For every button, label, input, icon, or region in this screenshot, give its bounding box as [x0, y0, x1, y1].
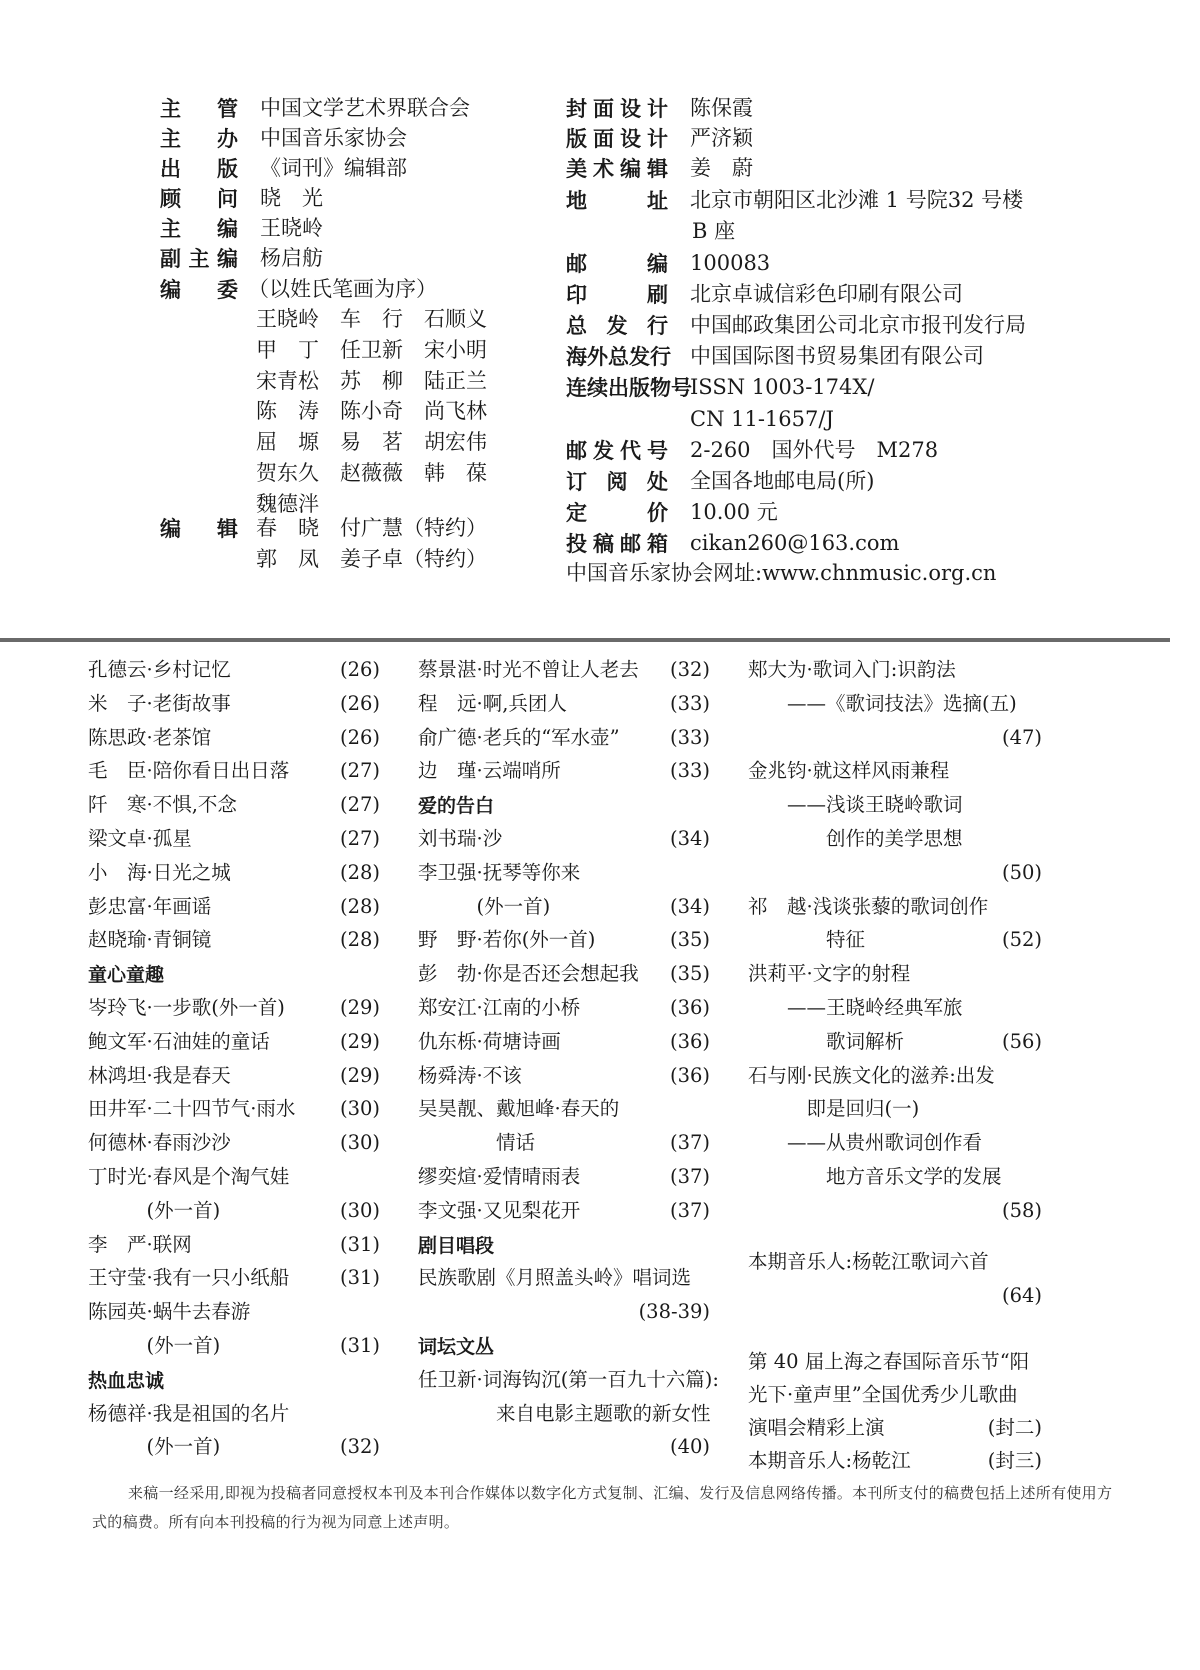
masthead-right-key-char: 定 — [566, 500, 587, 525]
masthead-key — [160, 158, 238, 179]
toc-page-number: (35) — [669, 962, 710, 986]
masthead-right-key — [566, 253, 668, 274]
masthead-right-key-char: 行 — [647, 313, 668, 338]
section-divider — [0, 638, 1170, 642]
masthead-right-key — [566, 158, 668, 179]
masthead-right-key-wrap — [566, 344, 671, 369]
masthead-right-key-char: 计 — [647, 96, 668, 121]
masthead-key-char: 副 — [160, 246, 181, 271]
toc-entry: 来自电影主题歌的新女性 — [418, 1401, 711, 1425]
masthead-right-key-char: 号 — [671, 375, 692, 400]
masthead-key-wrap — [160, 248, 238, 269]
toc-page-number: (28) — [339, 860, 380, 884]
toc-entry: 彭 勃·你是否还会想起我 — [418, 962, 639, 986]
masthead-right-key-char: 海 — [566, 344, 587, 369]
toc-section-heading: 热血忠诚 — [88, 1369, 165, 1392]
masthead-right-key-char: 箱 — [647, 531, 668, 556]
toc-entry: 石与刚·民族文化的滋养:出发 — [748, 1063, 995, 1087]
editors-row-1: 春 晓 付广慧（特约） — [256, 516, 487, 540]
committee-row: 屈 塬 易 茗 胡宏伟 — [256, 430, 487, 455]
toc-entry: 杨舜涛·不该 — [418, 1063, 522, 1087]
masthead-right-key-char: 刷 — [647, 282, 668, 307]
toc-entry: 赵晓瑜·青铜镜 — [88, 928, 212, 952]
masthead-right-key-char: 设 — [620, 126, 641, 151]
toc-page-number: (28) — [339, 894, 380, 918]
masthead-right-key-char: 外 — [587, 344, 608, 369]
masthead-right-key-wrap — [566, 502, 668, 523]
masthead-right-key-char: 计 — [647, 126, 668, 151]
musician-page: (64) — [1001, 1284, 1042, 1307]
masthead-key-char: 办 — [217, 126, 238, 151]
masthead-right-key-wrap — [566, 315, 668, 336]
masthead-key-char: 主 — [160, 96, 181, 121]
toc-entry: 边 瑾·云端哨所 — [418, 759, 561, 783]
toc-entry: 特征 — [748, 928, 866, 952]
masthead-right-key — [566, 440, 668, 461]
toc-entry: 金兆钧·就这样风雨兼程 — [748, 759, 950, 783]
toc-entry: 郑安江·江南的小桥 — [418, 996, 581, 1019]
committee-row: 陈 涛 陈小奇 尚飞林 — [256, 399, 487, 424]
toc-entry: 毛 臣·陪你看日出日落 — [88, 759, 290, 783]
masthead-right-value: 北京市朝阳区北沙滩 1 号院32 号楼 — [690, 188, 1024, 212]
masthead-right-key-char: 稿 — [593, 531, 614, 556]
committee-row: 贺东久 赵薇薇 韩 葆 — [256, 461, 487, 485]
masthead-right-key-char: 连 — [566, 375, 587, 400]
toc-section-heading: 词坛文丛 — [418, 1336, 495, 1358]
toc-entry: 吴昊靓、戴旭峰·春天的 — [418, 1097, 620, 1121]
toc-page-number: (36) — [669, 996, 710, 1019]
masthead-value: 中国音乐家协会 — [260, 126, 407, 150]
toc-page-number: (36) — [669, 1029, 710, 1053]
masthead-right-value: 2-260 国外代号 M278 — [690, 438, 939, 462]
toc-entry: 丁时光·春风是个淘气娃 — [88, 1165, 290, 1188]
festival-line-3: 演唱会精彩上演 — [748, 1416, 885, 1439]
copyright-notice: 来稿一经采用,即视为投稿者同意授权本刊及本刊合作媒体以数字化方式复制、汇编、发行及信息网络传播。本刊所支付的稿费包括上述所有使用方式的稿费。所有向本刊投稿的行为视为同意上述声明。 — [92, 1484, 1113, 1531]
festival-line-1: 第 40 届上海之春国际音乐节“阳 — [748, 1350, 1030, 1373]
toc-page-number: (36) — [669, 1063, 710, 1087]
toc-entry: 洪莉平·文字的射程 — [748, 962, 911, 986]
toc-section-heading: 剧目唱段 — [418, 1234, 495, 1257]
masthead-right-key-char: 行 — [650, 344, 671, 369]
festival-line-2: 光下·童声里”全国优秀少儿歌曲 — [748, 1383, 1018, 1406]
toc-entry: 岑玲飞·一步歌(外一首) — [88, 996, 285, 1019]
toc-page-number: (37) — [669, 1165, 710, 1188]
masthead-key-wrap — [160, 279, 238, 300]
masthead-value: 王晓岭 — [260, 216, 323, 240]
toc-entry: 陈思政·老茶馆 — [88, 725, 212, 749]
masthead-right-value: 陈保霞 — [690, 96, 753, 120]
masthead-key — [160, 279, 238, 300]
masthead-right-key-char: 美 — [566, 156, 587, 181]
toc-entry: 地方音乐文学的发展 — [748, 1165, 1002, 1188]
musician2-line: 本期音乐人:杨乾江 — [748, 1449, 911, 1472]
masthead-right-key-wrap — [566, 128, 668, 149]
toc-entry: 缪奕煊·爱情晴雨表 — [418, 1165, 581, 1188]
masthead-right-key-wrap — [566, 533, 668, 554]
editors-row-2: 郭 凤 姜子卓（特约） — [256, 547, 487, 571]
masthead-right-key — [566, 284, 668, 305]
toc-page-number: (40) — [669, 1435, 710, 1459]
masthead-right-key-char: 处 — [647, 469, 668, 494]
masthead-right-key-char: 阅 — [606, 469, 628, 494]
masthead-key — [160, 218, 238, 239]
masthead-right-key-char: 订 — [566, 469, 587, 494]
toc-entry: ——王晓岭经典军旅 — [748, 996, 963, 1019]
masthead-right-key-wrap — [566, 190, 668, 211]
toc-entry: 米 子·老街故事 — [88, 691, 231, 715]
masthead-right-value: 10.00 元 — [690, 500, 778, 524]
masthead-right-key-char: 发 — [629, 344, 650, 369]
toc-entry: 情话 — [418, 1131, 536, 1155]
masthead-right-key-char: 邮 — [566, 438, 587, 463]
toc-page-number: (27) — [339, 793, 380, 817]
masthead-right-key-char: 总 — [566, 313, 587, 338]
committee-row: 王晓岭 车 行 石顺义 — [256, 307, 487, 331]
masthead-right-key-char: 号 — [647, 438, 668, 463]
toc-section-heading: 爱的告白 — [418, 795, 495, 818]
toc-page-number: (33) — [669, 691, 710, 715]
masthead-right-key-wrap — [566, 375, 692, 400]
toc-entry: 李卫强·抚琴等你来 — [418, 860, 581, 884]
masthead-key-wrap — [160, 98, 238, 119]
masthead-value: 《词刊》编辑部 — [260, 156, 407, 180]
toc-entry: 田井军·二十四节气·雨水 — [88, 1097, 296, 1121]
toc-page-number: (38-39) — [638, 1300, 710, 1324]
masthead-value: 晓 光 — [260, 186, 323, 210]
masthead-right-key — [566, 128, 668, 149]
masthead-value: 中国文学艺术界联合会 — [260, 96, 470, 120]
masthead-right-key-char: 出 — [608, 375, 629, 400]
toc-page-number: (35) — [669, 928, 710, 952]
toc-page-number: (26) — [339, 725, 380, 749]
masthead-key-char: 编 — [217, 246, 238, 271]
toc-entry: 小 海·日光之城 — [88, 860, 231, 884]
masthead-key-wrap — [160, 128, 238, 149]
masthead-right-key-char: 面 — [593, 96, 614, 121]
masthead-key — [160, 188, 238, 209]
masthead-right-value: 100083 — [690, 251, 771, 275]
toc-page-number: (52) — [1001, 928, 1042, 952]
musician-line: 本期音乐人:杨乾江歌词六首 — [748, 1250, 989, 1273]
masthead-right-key-char: 版 — [629, 375, 650, 400]
toc-entry: 杨德祥·我是祖国的名片 — [88, 1401, 290, 1425]
toc-page-number: (29) — [339, 1063, 380, 1087]
masthead-right-key-char: 面 — [593, 126, 614, 151]
toc-page-number: (32) — [669, 658, 710, 681]
toc-entry: 歌词解析 — [748, 1029, 905, 1053]
toc-entry: (外一首) — [88, 1435, 221, 1459]
masthead-right-key-char: 址 — [647, 188, 668, 213]
toc-entry: (外一首) — [88, 1198, 221, 1222]
masthead-right-key — [566, 533, 668, 554]
masthead-right-key-char: 邮 — [566, 251, 587, 276]
toc-entry: (外一首) — [88, 1334, 221, 1357]
masthead-value: （以姓氏笔画为序） — [248, 277, 437, 301]
toc-entry: 王守莹·我有一只小纸船 — [88, 1266, 290, 1290]
toc-entry: 即是回归(一) — [748, 1097, 920, 1121]
toc-page-number: (58) — [1001, 1198, 1042, 1222]
toc-page-number: (27) — [339, 759, 380, 783]
masthead-key-char: 主 — [188, 246, 210, 271]
masthead-right-key-wrap — [566, 253, 668, 274]
toc-page-number: (47) — [1001, 725, 1042, 749]
masthead-key — [160, 128, 238, 149]
committee-row: 魏德泮 — [256, 491, 319, 516]
masthead-right-key-char: 发 — [593, 438, 614, 463]
masthead-key-char: 出 — [160, 156, 181, 181]
toc-page-number: (33) — [669, 725, 710, 749]
masthead-right-key-wrap — [566, 471, 668, 492]
toc-entry: 李文强·又见梨花开 — [418, 1198, 581, 1222]
toc-page-number: (30) — [339, 1097, 380, 1121]
masthead-right-value: 中国国际图书贸易集团有限公司 — [690, 344, 984, 368]
masthead-right-key-wrap — [566, 158, 668, 179]
toc-page-number: (26) — [339, 691, 380, 715]
masthead-right-key-char: 封 — [566, 96, 587, 121]
masthead-key — [160, 98, 238, 119]
masthead-right-key-char: 术 — [593, 156, 614, 181]
masthead-value: 杨启舫 — [260, 246, 323, 270]
festival-page: (封二) — [987, 1416, 1042, 1439]
masthead-right-key — [566, 190, 668, 211]
masthead-right-value: ISSN 1003-174X/ — [690, 375, 875, 399]
toc-entry: 程 远·啊,兵团人 — [418, 691, 567, 715]
toc-entry: 阡 寒·不惧,不念 — [88, 793, 237, 817]
masthead-key-char: 编 — [160, 277, 181, 302]
toc-page-number: (31) — [339, 1334, 380, 1357]
toc-entry: 何德林·春雨沙沙 — [88, 1131, 231, 1155]
masthead-right-key-char: 总 — [608, 344, 629, 369]
toc-page-number: (28) — [339, 928, 380, 952]
toc-entry: 李 严·联网 — [88, 1232, 192, 1256]
toc-entry: (外一首) — [418, 894, 551, 918]
toc-entry: ——浅谈王晓岭歌词 — [748, 793, 963, 817]
toc-page-number: (37) — [669, 1198, 710, 1222]
masthead-key — [160, 248, 238, 269]
committee-row: 宋青松 苏 柳 陆正兰 — [256, 368, 487, 393]
masthead-right-key-char: 印 — [566, 282, 587, 307]
masthead-right-value: 姜 蔚 — [690, 156, 753, 180]
toc-entry: 任卫新·词海钩沉(第一百九十六篇): — [418, 1367, 719, 1391]
masthead-key-char: 编 — [217, 216, 238, 241]
editors-key: 编 辑 — [160, 516, 238, 541]
toc-page-number: (29) — [339, 996, 380, 1019]
toc-entry: 民族歌剧《月照盖头岭》唱词选 — [418, 1266, 692, 1290]
masthead-right-key-wrap — [566, 98, 668, 119]
masthead-right-value: cikan260@163.com — [690, 531, 900, 555]
toc-entry: 仇东栎·荷塘诗画 — [418, 1029, 561, 1053]
musician2-page: (封三) — [987, 1449, 1042, 1472]
toc-page-number: (34) — [669, 894, 710, 918]
masthead-right-value: B 座 — [692, 219, 736, 243]
masthead-right-key-char: 编 — [620, 156, 641, 181]
masthead-key-char: 主 — [160, 126, 181, 151]
masthead-key-char: 委 — [217, 277, 238, 302]
masthead-right-key-char: 地 — [566, 188, 587, 213]
masthead-right-key-char: 投 — [566, 531, 587, 556]
masthead-key-char: 管 — [217, 96, 238, 121]
toc-page-number: (27) — [339, 827, 380, 850]
masthead-right-key-char: 代 — [620, 438, 641, 463]
toc-entry: 彭忠富·年画谣 — [88, 894, 212, 918]
masthead-right-key-char: 设 — [620, 96, 641, 121]
masthead-key-char: 问 — [217, 186, 238, 211]
masthead-key-wrap — [160, 218, 238, 239]
toc-entry: 孔德云·乡村记忆 — [88, 658, 231, 681]
toc-page-number: (34) — [669, 827, 710, 850]
masthead-key-char: 版 — [217, 156, 238, 181]
masthead-right-key-char: 续 — [587, 375, 608, 400]
masthead-right-value: CN 11-1657/J — [690, 407, 834, 431]
committee-row: 甲 丁 任卫新 宋小明 — [256, 337, 487, 362]
masthead-right-key-wrap — [566, 284, 668, 305]
toc-page-number: (50) — [1001, 860, 1042, 884]
toc-entry: 鲍文军·石油娃的童话 — [88, 1029, 270, 1053]
editors-key-wrap — [160, 518, 238, 539]
toc-page-number: (30) — [339, 1198, 380, 1222]
masthead-right-key-char: 版 — [566, 126, 587, 151]
masthead-right-value: 严济颖 — [690, 126, 753, 150]
masthead-key-char: 顾 — [160, 186, 181, 211]
masthead-right-key-char: 邮 — [620, 531, 641, 556]
masthead-right-key — [566, 344, 671, 369]
toc-page-number: (30) — [339, 1131, 380, 1155]
toc-entry: 林鸿坦·我是春天 — [88, 1063, 231, 1087]
masthead-right-key-char: 编 — [647, 251, 668, 276]
toc-page-number: (56) — [1001, 1029, 1042, 1053]
toc-entry: ——《歌词技法》选摘(五) — [748, 691, 1017, 715]
toc-entry: 郏大为·歌词入门:识韵法 — [748, 658, 956, 681]
masthead-right-key-char: 辑 — [647, 156, 668, 181]
masthead-key-char: 主 — [160, 216, 181, 241]
toc-entry: 刘书瑞·沙 — [418, 827, 503, 850]
masthead-right-key — [566, 375, 692, 400]
masthead-right-key-char: 发 — [606, 313, 628, 338]
masthead-right-key — [566, 98, 668, 119]
masthead-right-key-char: 价 — [647, 500, 668, 525]
toc-page-number: (29) — [339, 1029, 380, 1053]
masthead-key-wrap — [160, 158, 238, 179]
toc-entry: 创作的美学思想 — [748, 827, 963, 850]
toc-page-number: (37) — [669, 1131, 710, 1155]
toc-page-number: (31) — [339, 1266, 380, 1290]
toc-page-number: (31) — [339, 1232, 380, 1256]
masthead-right-key — [566, 502, 668, 523]
masthead-right-key — [566, 315, 668, 336]
website-line: 中国音乐家协会网址:www.chnmusic.org.cn — [566, 561, 997, 585]
toc-page-number: (26) — [339, 658, 380, 681]
masthead-right-value: 中国邮政集团公司北京市报刊发行局 — [690, 313, 1026, 337]
toc-entry: 梁文卓·孤星 — [88, 827, 192, 850]
toc-entry: 陈园英·蜗牛去春游 — [88, 1300, 251, 1324]
masthead-right-value: 北京卓诚信彩色印刷有限公司 — [690, 282, 963, 306]
masthead-right-key — [566, 471, 668, 492]
masthead-right-value: 全国各地邮电局(所) — [690, 469, 875, 493]
toc-section-heading: 童心童趣 — [88, 964, 165, 987]
toc-page-number: (33) — [669, 759, 710, 783]
toc-entry: 野 野·若你(外一首) — [418, 928, 596, 952]
toc-entry: 俞广德·老兵的“军水壶” — [418, 725, 620, 749]
toc-entry: 祁 越·浅谈张藜的歌词创作 — [748, 894, 989, 918]
masthead-right-key-wrap — [566, 440, 668, 461]
toc-entry: ——从贵州歌词创作看 — [748, 1131, 983, 1155]
masthead-key-wrap — [160, 188, 238, 209]
masthead-right-key-char: 物 — [650, 375, 671, 400]
toc-page-number: (32) — [339, 1435, 380, 1459]
toc-entry: 蔡景湛·时光不曾让人老去 — [418, 658, 639, 681]
